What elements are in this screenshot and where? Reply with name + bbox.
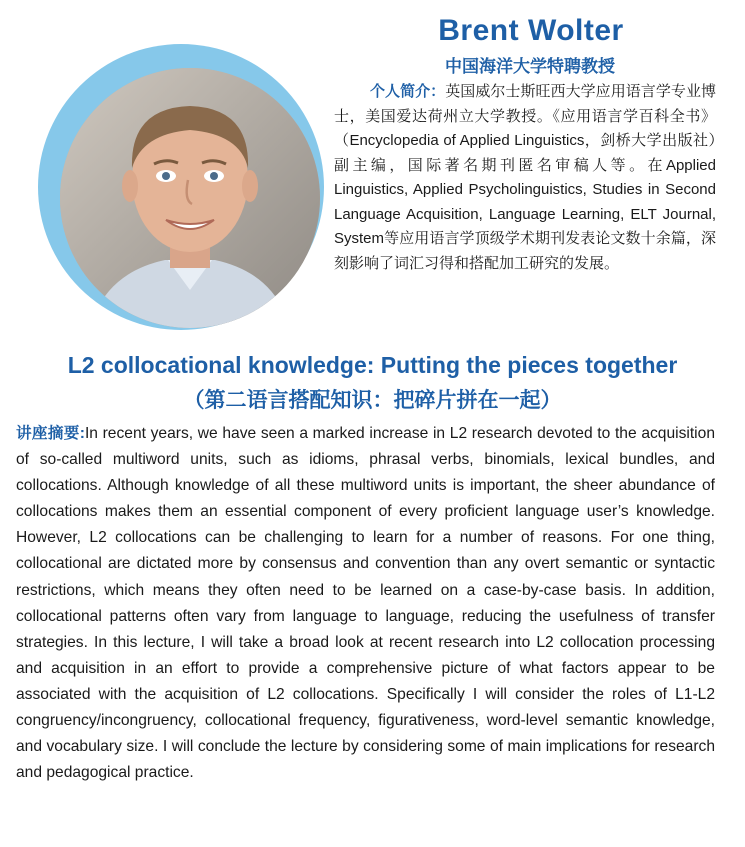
abstract-text: In recent years, we have seen a marked increase in L2 research devoted to the acquisition of so-called multiword units, such as idioms, phrasal verbs, binomials, lexical bundles, and collocations. Although knowledge of all these multiword units is important, the sheer abundance of collocations makes them an essential component of every proficient language user’s knowledge. However, L2 collocations can be challenging to learn for a number of reasons. For one thing, collocational are dictated more by consensus and convention than any overt semantic or syntactic restrictions, which means they often need to be learned on a case-by-case basis. In addition, collocational patterns often vary from language to language, reducing the usefulness of transfer strategies. In this lecture, I will take a broad look at recent research into L2 collocation processing and acquisition in an effort to provide a comprehensive picture of what factors appear to be associated with the acquisition of L2 collocations. Specifically I will consider the roles of L1-L2 congruency/incongruency, collocational frequency, figurativeness, word-level semantic knowledge, and vocabulary size. I will conclude the lecture by considering some of main implications for research and pedagogical practice. [16, 425, 715, 782]
abstract-paragraph [16, 421, 715, 786]
lecture-title: L2 collocational knowledge: Putting the pieces together [67, 352, 678, 378]
speaker-name: Brent Wolter [438, 14, 624, 47]
person-illustration [60, 68, 320, 328]
speaker-title: 中国海洋大学特聘教授 [445, 57, 615, 76]
lecture-title-chinese: （第二语言搭配知识：把碎片拼在一起） [183, 389, 562, 412]
portrait-photo [60, 68, 320, 328]
bio-paragraph [334, 80, 716, 276]
abstract-label: 讲座摘要: [16, 425, 85, 442]
bio-label: 个人简介： [370, 83, 446, 100]
bio-text: 英国威尔士斯旺西大学应用语言学专业博士，美国爱达荷州立大学教授。《应用语言学百科全书》（Encyclopedia of Applied Linguistics，剑桥大学出版社）副主编，国际著名期刊匿名审稿人等。在Applied Linguistics, Applied Psycholinguistics, Studies in Second Language Acquisition, Language Learning, ELT Journal, System等应用语言学顶级学术期刊发表论文数十余篇，深刻影响了词汇习得和搭配加工研究的发展。 [334, 83, 716, 272]
portrait [38, 44, 324, 330]
